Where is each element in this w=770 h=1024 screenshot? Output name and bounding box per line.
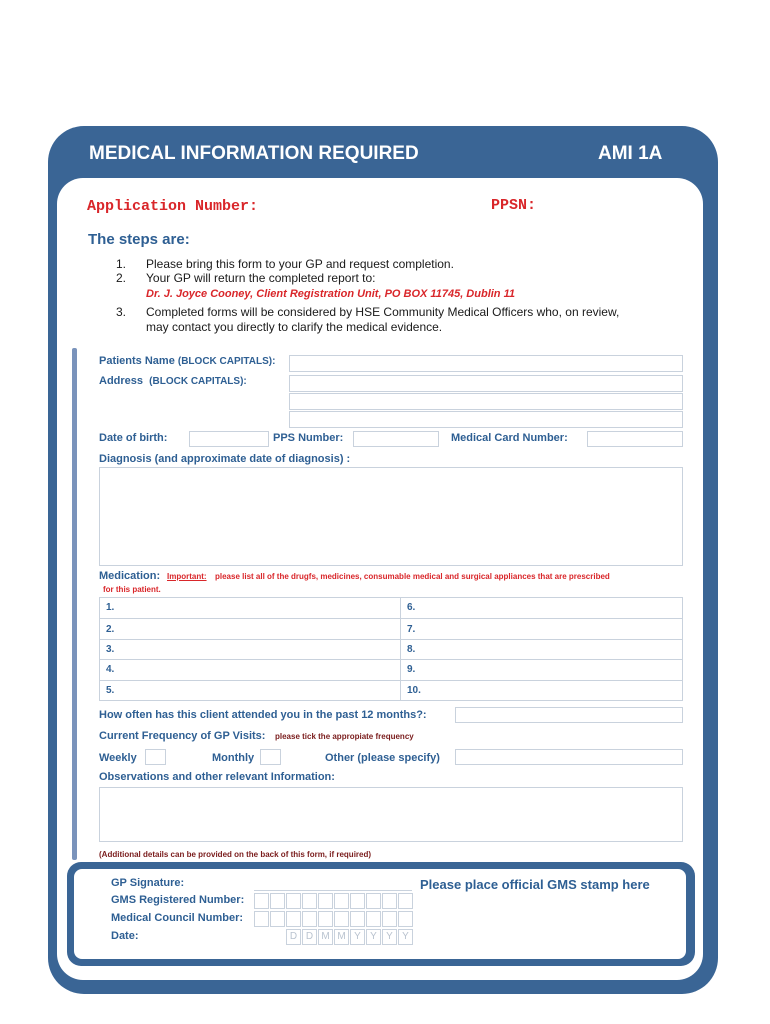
medication-row-label: 8. <box>407 644 416 655</box>
pps-number-input[interactable] <box>353 431 439 447</box>
medical-council-input[interactable] <box>254 911 414 927</box>
digit-cell[interactable] <box>366 911 381 927</box>
address-line-3-input[interactable] <box>289 411 683 428</box>
important-note-label: Important: <box>167 572 207 581</box>
medical-council-label: Medical Council Number: <box>111 912 244 924</box>
return-address: Dr. J. Joyce Cooney, Client Registration Unit, PO BOX 11745, Dublin 11 <box>146 288 515 300</box>
other-frequency-input[interactable] <box>455 749 683 765</box>
diagnosis-textarea[interactable] <box>99 467 683 566</box>
pps-number-label: PPS Number: <box>273 432 344 444</box>
table-divider <box>400 598 401 700</box>
gms-number-input[interactable] <box>254 893 414 909</box>
weekly-checkbox[interactable] <box>145 749 166 765</box>
table-divider <box>100 618 682 619</box>
monthly-label: Monthly <box>212 752 255 764</box>
medication-row-label: 9. <box>407 664 416 675</box>
address-label <box>99 375 247 387</box>
medication-row-label: 7. <box>407 624 416 635</box>
dob-input[interactable] <box>189 431 269 447</box>
medication-row-label: 6. <box>407 602 416 613</box>
section-bar <box>72 348 77 860</box>
medication-label: Medication: <box>99 570 161 582</box>
patient-name-label <box>99 355 275 367</box>
medication-row-label: 5. <box>106 685 115 696</box>
patient-name-label-text: Patients Name <box>99 355 175 367</box>
other-label: Other (please specify) <box>325 752 440 764</box>
digit-cell[interactable] <box>398 911 413 927</box>
step-text: Completed forms will be considered by HSE Community Medical Officers who, on review, <box>146 305 620 319</box>
observations-textarea[interactable] <box>99 787 683 842</box>
medication-note: please list all of the drugfs, medicines, consumable medical and surgical appliances that are prescribed <box>215 572 610 581</box>
table-divider <box>100 680 682 681</box>
table-divider <box>100 639 682 640</box>
attendance-input[interactable] <box>455 707 683 723</box>
ppsn-label: PPSN: <box>491 197 537 214</box>
medication-note: for this patient. <box>103 585 161 594</box>
frequency-label: Current Frequency of GP Visits: <box>99 730 266 742</box>
monthly-checkbox[interactable] <box>260 749 281 765</box>
digit-cell[interactable] <box>302 911 317 927</box>
date-cell[interactable]: M <box>334 929 349 945</box>
digit-cell[interactable] <box>334 893 349 909</box>
signature-line[interactable] <box>254 890 412 891</box>
frequency-note: please tick the appropiate frequency <box>275 732 414 741</box>
digit-cell[interactable] <box>318 893 333 909</box>
digit-cell[interactable] <box>270 893 285 909</box>
steps-title: The steps are: <box>88 231 190 248</box>
medication-row-label: 2. <box>106 624 115 635</box>
table-divider <box>100 659 682 660</box>
digit-cell[interactable] <box>398 893 413 909</box>
medication-row-label: 1. <box>106 602 115 613</box>
additional-details-note: (Additional details can be provided on the back of this form, if required) <box>99 850 372 859</box>
date-cell[interactable]: Y <box>398 929 413 945</box>
digit-cell[interactable] <box>318 911 333 927</box>
digit-cell[interactable] <box>350 911 365 927</box>
address-line-2-input[interactable] <box>289 393 683 410</box>
step-text: Please bring this form to your GP and request completion. <box>146 257 454 271</box>
digit-cell[interactable] <box>366 893 381 909</box>
gms-number-label: GMS Registered Number: <box>111 894 245 906</box>
observations-label: Observations and other relevant Information: <box>99 771 335 783</box>
date-input[interactable] <box>286 929 414 945</box>
digit-cell[interactable] <box>382 893 397 909</box>
date-label: Date: <box>111 930 139 942</box>
gms-stamp-area-label: Please place official GMS stamp here <box>420 877 650 892</box>
date-cell[interactable]: D <box>302 929 317 945</box>
date-cell[interactable]: Y <box>366 929 381 945</box>
step-text: may contact you directly to clarify the medical evidence. <box>146 320 443 334</box>
digit-cell[interactable] <box>286 893 301 909</box>
medication-row-label: 3. <box>106 644 115 655</box>
form-code: AMI 1A <box>598 143 663 164</box>
step-number: 1. <box>116 257 127 271</box>
date-cell[interactable]: Y <box>382 929 397 945</box>
medical-card-label: Medical Card Number: <box>451 432 568 444</box>
diagnosis-label: Diagnosis (and approximate date of diagnosis) : <box>99 453 351 465</box>
date-cell[interactable]: M <box>318 929 333 945</box>
digit-cell[interactable] <box>286 911 301 927</box>
attendance-label: How often has this client attended you in the past 12 months?: <box>99 709 427 721</box>
digit-cell[interactable] <box>254 911 269 927</box>
patient-name-input[interactable] <box>289 355 683 372</box>
block-capitals-note: (BLOCK CAPITALS): <box>177 356 276 367</box>
date-cell[interactable]: D <box>286 929 301 945</box>
form-title: MEDICAL INFORMATION REQUIRED <box>89 143 419 164</box>
dob-label: Date of birth: <box>99 432 168 444</box>
digit-cell[interactable] <box>270 911 285 927</box>
digit-cell[interactable] <box>302 893 317 909</box>
medication-row-label: 10. <box>407 685 421 696</box>
gp-signature-label: GP Signature: <box>111 877 185 889</box>
medical-card-input[interactable] <box>587 431 683 447</box>
date-cell[interactable]: Y <box>350 929 365 945</box>
step-number: 2. <box>116 271 127 285</box>
medication-row-label: 4. <box>106 664 115 675</box>
step-text: Your GP will return the completed report to: <box>146 271 376 285</box>
digit-cell[interactable] <box>350 893 365 909</box>
medication-table[interactable] <box>99 597 683 701</box>
digit-cell[interactable] <box>334 911 349 927</box>
weekly-label: Weekly <box>99 752 137 764</box>
application-number-label: Application Number: <box>87 198 259 215</box>
block-capitals-note: (BLOCK CAPITALS): <box>149 376 247 387</box>
digit-cell[interactable] <box>382 911 397 927</box>
address-line-1-input[interactable] <box>289 375 683 392</box>
step-number: 3. <box>116 305 127 319</box>
digit-cell[interactable] <box>254 893 269 909</box>
address-label-text: Address <box>99 375 144 387</box>
